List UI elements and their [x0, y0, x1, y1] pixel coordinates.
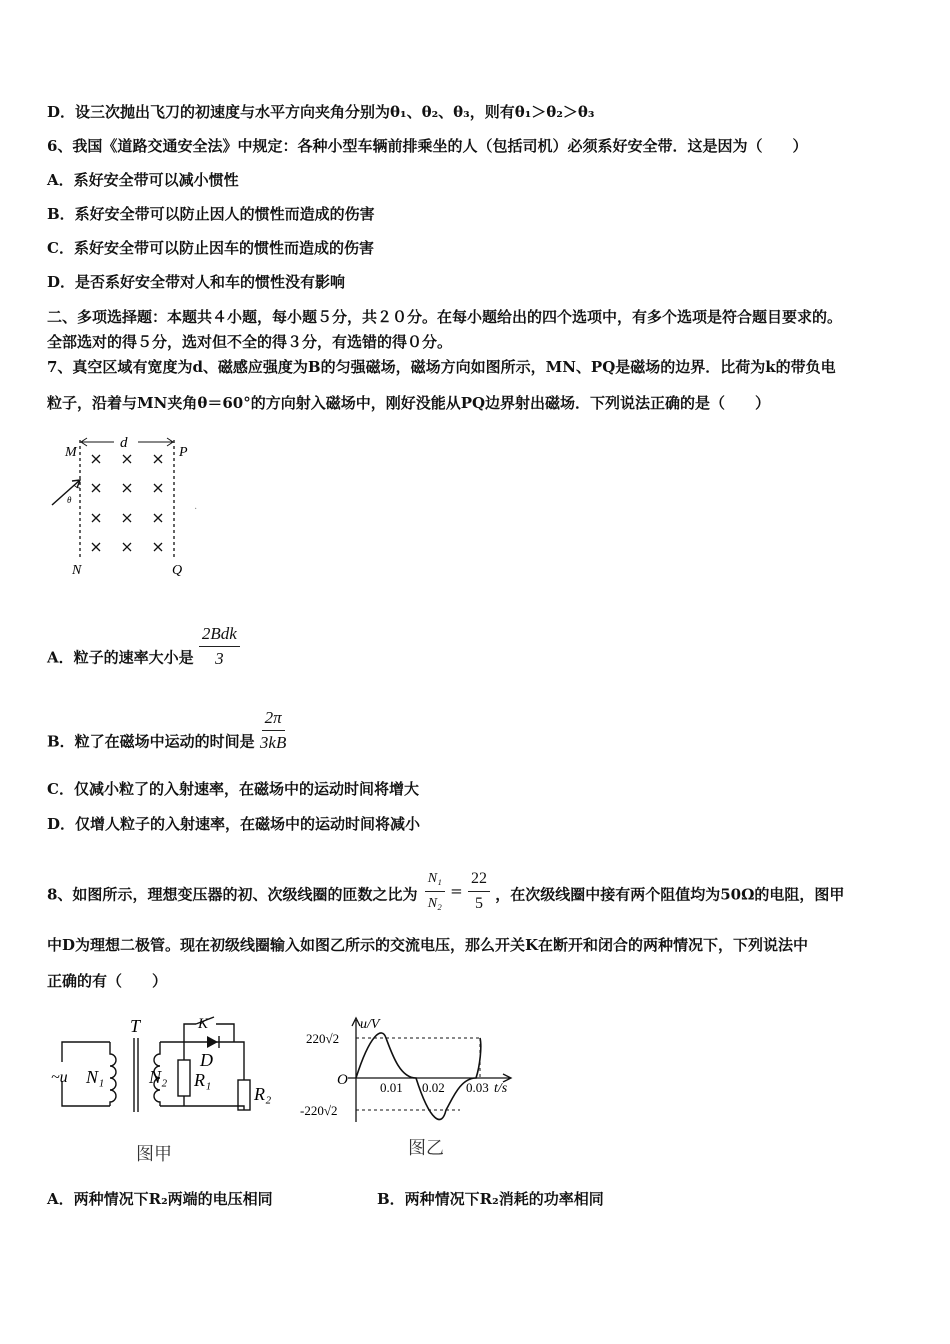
q7-label-q: Q	[172, 563, 183, 578]
q7-magnetic-field-figure	[50, 428, 210, 588]
q7-label-n: N	[72, 563, 82, 578]
q8-option-a: A．两种情况下R₂两端的电压相同	[47, 1190, 273, 1208]
q6-option-d: D．是否系好安全带对人和车的惯性没有影响	[47, 273, 346, 291]
q8-y-max: 220√2	[306, 1031, 340, 1046]
q7-option-c: C．仅减小粒了的入射速率，在磁场中的运动时间将增大	[47, 780, 419, 798]
q8-option-b: B．两种情况下R₂消耗的功率相同	[377, 1190, 604, 1208]
q8-axis-t: t/s	[494, 1081, 508, 1096]
q8-caption-yi: 图乙	[408, 1138, 444, 1158]
q7-particle-path	[52, 480, 80, 505]
q8-ratio-22: 22	[468, 869, 490, 892]
q8-x-tick-0-03: 0.03	[466, 1080, 489, 1095]
q7-label-m: M	[65, 445, 77, 460]
q6-stem: 6、我国《道路交通安全法》中规定：各种小型车辆前排乘坐的人（包括司机）必须系好安全带．这是因为（ ）	[47, 137, 808, 155]
svg-text:·: ·	[194, 504, 198, 515]
q8-ratio-n1: N₁	[425, 869, 445, 892]
q7-option-a-text: A．粒子的速率大小是	[47, 648, 194, 667]
q7-option-a-fraction	[199, 624, 240, 669]
q7-option-a-denominator: 3	[215, 649, 224, 668]
q7-label-theta: θ	[67, 495, 72, 505]
q8-waveform-figure	[300, 1012, 530, 1162]
q7-option-a	[47, 624, 240, 681]
q8-y-min: -220√2	[300, 1103, 338, 1118]
q7-option-b-numerator: 2π	[262, 708, 285, 731]
q8-origin: O	[337, 1072, 348, 1088]
q7-stem-line1: 7、真空区域有宽度为d、磁感应强度为B的匀强磁场，磁场方向如图所示，MN、PQ是磁场的边界．比荷为k的带负电	[47, 358, 836, 376]
q8-ratio-right	[468, 869, 490, 914]
q8-stem-line1	[47, 870, 845, 918]
q8-caption-jia: 图甲	[136, 1144, 172, 1164]
q6-option-c: C．系好安全带可以防止因车的惯性而造成的伤害	[47, 239, 374, 257]
q7-field-crosses	[92, 455, 162, 551]
q8-stem-pre: 8、如图所示，理想变压器的初、次级线圈的匝数之比为	[47, 885, 418, 904]
q8-x-tick-0-01: 0.01	[380, 1080, 403, 1095]
section2-scoring: 全部选对的得５分，选对但不全的得３分，有选错的得０分。	[47, 333, 453, 351]
q8-label-n2: N₂	[149, 1067, 168, 1087]
q8-circuit-figure	[48, 1012, 288, 1168]
q7-label-p: P	[179, 445, 188, 460]
q7-option-a-numerator: 2Bdk	[199, 624, 240, 647]
q7-option-b-denominator: 3kB	[259, 733, 287, 752]
q8-stem-post: ，在次级线圈中接有两个阻值均为50Ω的电阻，图甲	[495, 885, 845, 904]
section2-heading: 二、多项选择题：本题共４小题，每小题５分，共２０分。在每小题给出的四个选项中，有多个选项是符合题目要求的。	[47, 308, 843, 326]
q8-stem-line3: 正确的有（ ）	[47, 972, 168, 990]
q8-label-k: K	[198, 1016, 209, 1032]
q8-ratio-left	[425, 869, 445, 914]
q8-x-tick-0-02: 0.02	[422, 1080, 445, 1095]
q6-option-a: A．系好安全带可以减小惯性	[47, 171, 239, 189]
q7-label-d: d	[120, 435, 128, 451]
q8-label-t: T	[130, 1016, 141, 1036]
q8-label-u: ~u	[51, 1069, 68, 1086]
q7-option-b-text: B．粒了在磁场中运动的时间是	[47, 732, 255, 751]
q8-ratio-5: 5	[474, 895, 483, 912]
q8-label-r2: R₂	[254, 1084, 272, 1104]
q8-label-d: D	[200, 1050, 213, 1070]
q7-option-b-fraction	[260, 708, 286, 753]
q7-stem-line2: 粒子，沿着与MN夹角θ＝60°的方向射入磁场中，刚好没能从PQ边界射出磁场．下列说法正确的是（ ）	[47, 394, 771, 412]
q8-label-n1: N₁	[86, 1067, 105, 1087]
q8-label-r1: R₁	[194, 1070, 212, 1090]
q7-option-d: D．仅增人粒子的入射速率，在磁场中的运动时间将减小	[47, 815, 421, 833]
q6-option-b: B．系好安全带可以防止因人的惯性而造成的伤害	[47, 205, 375, 223]
q8-axis-u: u/V	[360, 1017, 380, 1032]
q8-stem-line2: 中D为理想二极管。现在初级线圈输入如图乙所示的交流电压，那么开关K在断开和闭合的两种情况下，下列说法中	[47, 936, 809, 954]
q5-option-d: D．设三次抛出飞刀的初速度与水平方向夹角分别为θ₁、θ₂、θ₃，则有θ₁＞θ₂＞θ₃	[47, 103, 595, 121]
q8-ratio-equals: =	[450, 881, 463, 900]
q8-ratio-n2: N₂	[427, 896, 442, 911]
